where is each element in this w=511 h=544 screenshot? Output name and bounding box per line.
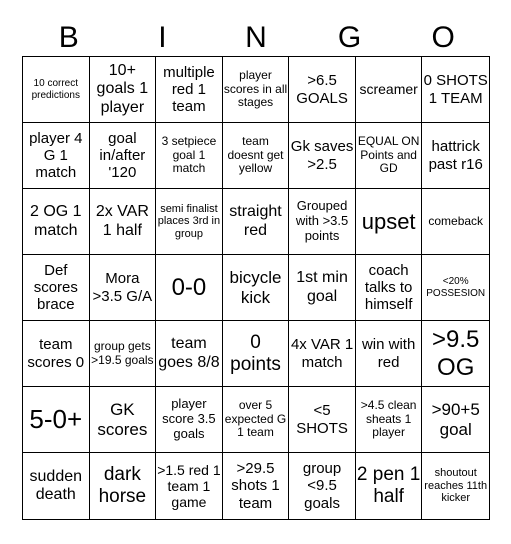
bingo-cell[interactable]	[223, 321, 290, 387]
cell-text: Grouped with >3.5 points	[295, 198, 349, 243]
cell-text: group gets >19.5 goals	[91, 338, 154, 367]
bingo-cell[interactable]	[23, 123, 90, 189]
bingo-cell[interactable]	[156, 321, 223, 387]
cell-text: 2x VAR 1 half	[95, 203, 149, 239]
bingo-cell[interactable]	[422, 255, 489, 321]
cell-text: 5-0+	[29, 403, 83, 434]
bingo-cell[interactable]	[289, 123, 356, 189]
bingo-cell[interactable]	[356, 387, 423, 453]
cell-text: 3 setpiece goal 1 match	[161, 133, 217, 176]
bingo-cell[interactable]	[289, 189, 356, 255]
cell-text: hattrick past r16	[428, 138, 483, 173]
cell-text: 0-0	[171, 273, 207, 301]
bingo-cell[interactable]	[156, 57, 223, 123]
bingo-cell[interactable]	[289, 387, 356, 453]
bingo-cell[interactable]	[156, 387, 223, 453]
bingo-cell[interactable]	[23, 321, 90, 387]
cell-text: player 4 G 1 match	[29, 129, 83, 182]
bingo-cell[interactable]	[289, 321, 356, 387]
cell-text: >4.5 clean sheats 1 player	[360, 397, 417, 440]
bingo-cell[interactable]	[223, 189, 290, 255]
bingo-cell[interactable]	[422, 453, 489, 519]
header-letter-n: N	[245, 21, 267, 54]
bingo-card-grid	[22, 56, 490, 520]
bingo-cell[interactable]	[223, 57, 290, 123]
cell-text: team scores 0	[27, 336, 85, 371]
bingo-cell[interactable]	[422, 387, 489, 453]
cell-text: EQUAL ON Points and GD	[357, 133, 420, 176]
cell-text: Mora >3.5 G/A	[92, 270, 153, 305]
bingo-header	[22, 20, 490, 56]
cell-text: sudden death	[29, 467, 83, 503]
bingo-cell[interactable]	[156, 189, 223, 255]
cell-text: team doesnt get yellow	[227, 133, 284, 176]
cell-text: group <9.5 goals	[302, 460, 342, 512]
cell-text: multiple red 1 team	[163, 63, 215, 116]
bingo-cell[interactable]	[90, 189, 157, 255]
bingo-cell[interactable]	[356, 123, 423, 189]
bingo-cell[interactable]	[289, 57, 356, 123]
header-letter-i: I	[158, 21, 167, 54]
cell-text: Gk saves >2.5	[290, 138, 354, 173]
cell-text: upset	[361, 208, 416, 234]
cell-text: GK scores	[97, 399, 148, 439]
bingo-cell[interactable]	[23, 255, 90, 321]
bingo-cell[interactable]	[23, 453, 90, 519]
bingo-cell[interactable]	[90, 387, 157, 453]
cell-text: comeback	[428, 213, 484, 228]
bingo-cell[interactable]	[90, 57, 157, 123]
bingo-cell[interactable]	[223, 123, 290, 189]
bingo-cell[interactable]	[223, 453, 290, 519]
bingo-cell[interactable]	[156, 453, 223, 519]
bingo-cell[interactable]	[356, 321, 423, 387]
bingo-cell[interactable]	[356, 453, 423, 519]
bingo-cell[interactable]	[289, 255, 356, 321]
header-letter-o: O	[431, 21, 455, 54]
cell-text: goal in/after '120	[99, 129, 146, 182]
cell-text: dark horse	[98, 464, 147, 507]
bingo-cell[interactable]	[223, 255, 290, 321]
bingo-cell[interactable]	[422, 57, 489, 123]
cell-text: coach talks to himself	[364, 261, 413, 314]
cell-text: <5 SHOTS	[296, 402, 348, 437]
cell-text: straight red	[229, 203, 282, 239]
cell-text: team goes 8/8	[158, 335, 220, 371]
cell-text: >9.5 OG	[432, 325, 480, 381]
bingo-cell[interactable]	[422, 321, 489, 387]
cell-text: player score 3.5 goals	[162, 396, 216, 441]
bingo-cell[interactable]	[90, 321, 157, 387]
bingo-cell[interactable]	[90, 255, 157, 321]
cell-text: 2 OG 1 match	[29, 203, 82, 239]
cell-text: 0 points	[230, 331, 281, 375]
bingo-cell[interactable]	[356, 57, 423, 123]
cell-text: Def scores brace	[33, 261, 78, 314]
cell-text: bicycle kick	[229, 267, 282, 307]
bingo-cell[interactable]	[23, 57, 90, 123]
cell-text: 10 correct predictions	[31, 78, 80, 101]
cell-text: player scores in all stages	[223, 67, 288, 110]
header-letter-b: B	[58, 21, 79, 54]
cell-text: >1.5 red 1 team 1 game	[157, 461, 221, 511]
cell-text: over 5 expected G 1 team	[224, 397, 287, 440]
bingo-cell[interactable]	[156, 123, 223, 189]
bingo-cell[interactable]	[23, 387, 90, 453]
bingo-cell[interactable]	[156, 255, 223, 321]
bingo-cell[interactable]	[422, 189, 489, 255]
cell-text: 1st min goal	[296, 269, 348, 305]
cell-text: 2 pen 1 half	[356, 464, 421, 507]
bingo-cell[interactable]	[356, 189, 423, 255]
header-letter-g: G	[337, 21, 362, 54]
bingo-cell[interactable]	[289, 453, 356, 519]
cell-text: 0 SHOTS 1 TEAM	[423, 72, 488, 107]
bingo-cell[interactable]	[90, 123, 157, 189]
cell-text: shoutout reaches 11th kicker	[424, 467, 488, 505]
cell-text: >6.5 GOALS	[296, 72, 348, 107]
bingo-cell[interactable]	[223, 387, 290, 453]
cell-text: >90+5 goal	[431, 399, 480, 439]
bingo-cell[interactable]	[23, 189, 90, 255]
cell-text: screamer	[359, 81, 418, 98]
bingo-cell[interactable]	[422, 123, 489, 189]
cell-text: 10+ goals 1 player	[96, 61, 149, 116]
cell-text: >29.5 shots 1 team	[231, 460, 280, 512]
cell-text: win with red	[361, 336, 416, 371]
cell-text: <20% POSSESION	[426, 276, 486, 299]
bingo-cell[interactable]	[90, 453, 157, 519]
bingo-cell[interactable]	[356, 255, 423, 321]
cell-text: semi finalist places 3rd in group	[157, 202, 221, 240]
cell-text: 4x VAR 1 match	[290, 336, 354, 371]
